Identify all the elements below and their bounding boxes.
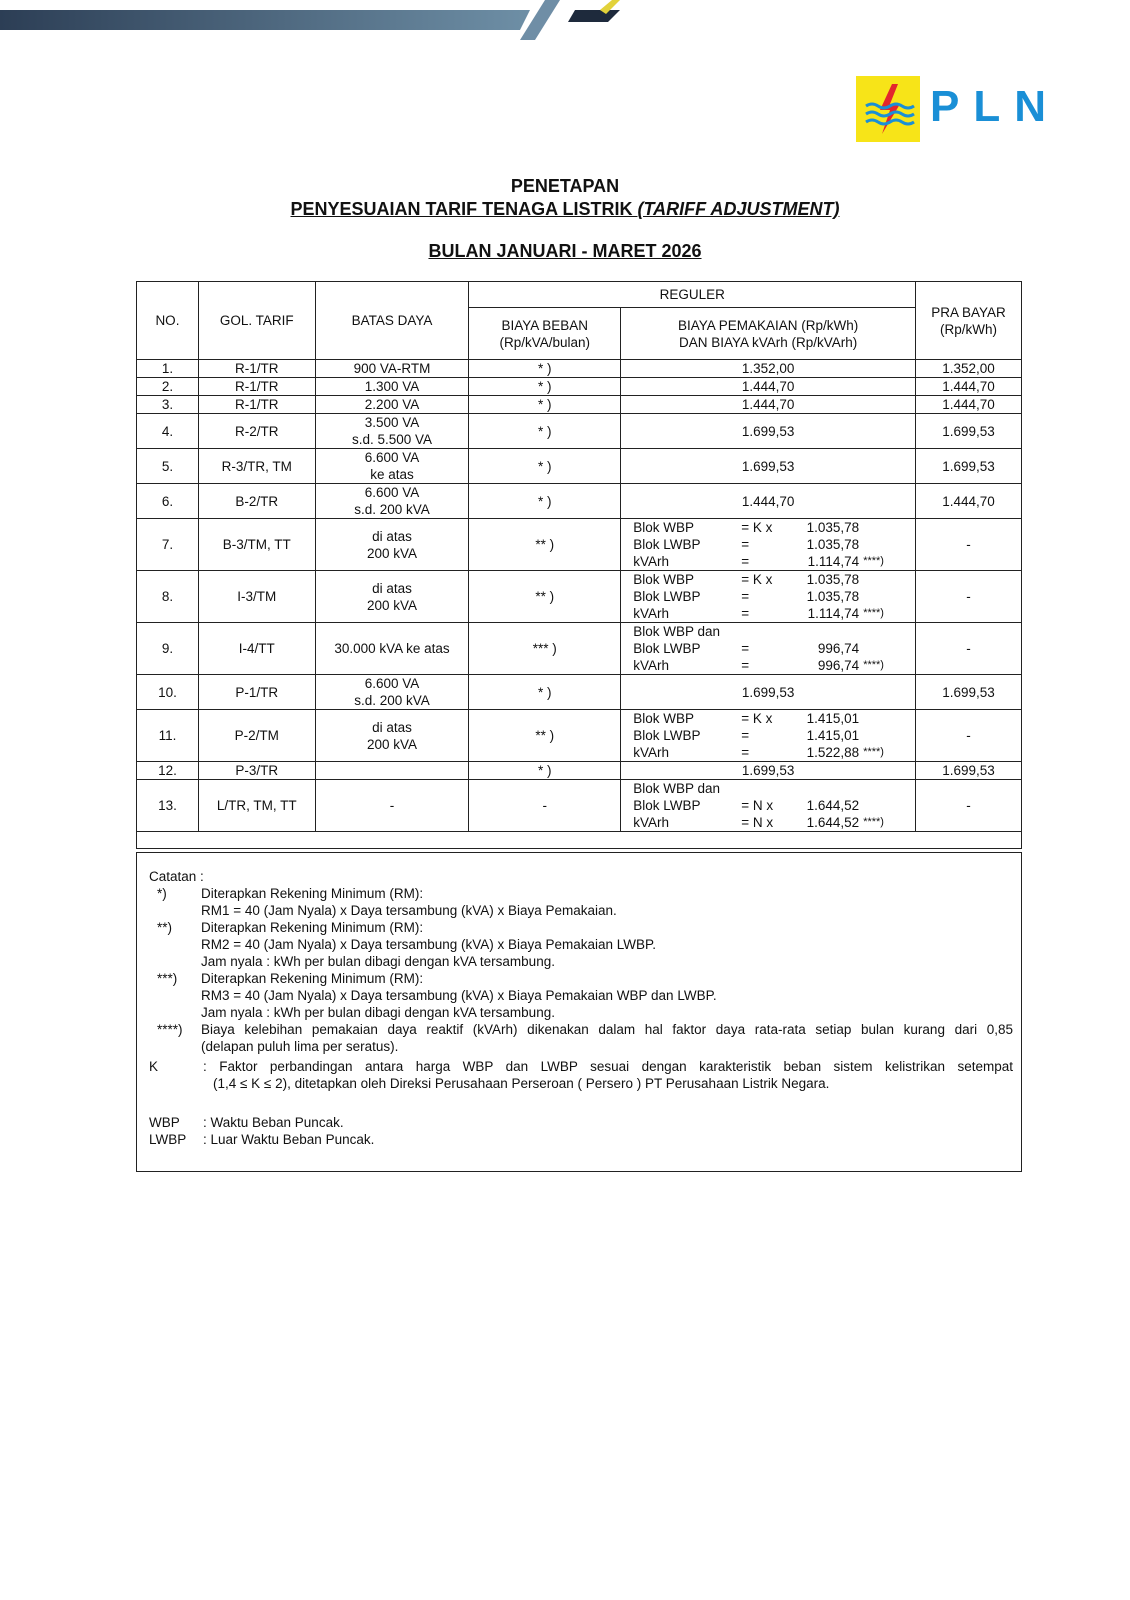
blok-value: 1.522,88 [806,745,860,760]
cell-batas-daya [315,360,469,378]
note-lwbp-mark: LWBP [149,1132,187,1147]
blok-line [633,553,911,570]
cell-prabayar: - [916,710,1022,762]
blok-operator: = [741,554,750,569]
batas-daya-line2: ke atas [370,467,414,482]
batas-daya-line1: 2.200 VA [364,397,420,412]
blok-note: ****) [863,816,884,828]
cell-biaya-beban: ** ) [469,710,621,762]
header-decoration [0,0,620,40]
batas-daya-line2: s.d. 200 kVA [354,502,430,517]
blok-operator: = [741,745,750,760]
cell-no: 12. [137,762,199,780]
cell-biaya-pemakaian: 1.699,53 [621,675,916,710]
cell-biaya-beban: * ) [469,360,621,378]
cell-biaya-pemakaian: 1.444,70 [621,484,916,519]
table-footer-cell [137,832,1022,849]
batas-daya-line1: 900 VA-RTM [353,361,431,376]
col-header-no: NO. [137,282,199,360]
note-star4-mark: ****) [157,1022,183,1037]
blok-value: 1.035,78 [806,537,860,552]
pemakaian-label: BIAYA PEMAKAIAN (Rp/kWh) [677,317,859,333]
blok-value: 1.415,01 [806,728,860,743]
table-row [137,623,1022,675]
pln-emblem [856,76,920,142]
batas-daya-line2: s.d. 200 kVA [354,693,430,708]
blok-label: kVArh [633,554,669,569]
blok-operator: = [741,641,750,656]
batas-daya-line1: di atas [372,719,412,735]
cell-biaya-pemakaian: 1.699,53 [621,414,916,449]
note-wbp-mark: WBP [149,1115,180,1130]
blok-operator: = K x [741,520,773,535]
note-star1-text: Diterapkan Rekening Minimum (RM): [201,886,424,901]
cell-prabayar: 1.699,53 [916,675,1022,710]
note-k-mark: K [149,1059,159,1074]
cell-biaya-beban: * ) [469,449,621,484]
batas-daya-line1: di atas [372,528,412,544]
cell-no: 3. [137,396,199,414]
col-header-batas-daya: BATAS DAYA [315,282,469,360]
blok-line [633,640,911,657]
blok-line [633,571,911,588]
cell-biaya-pemakaian: 1.699,53 [621,449,916,484]
table-footer-gap [137,832,1022,849]
beban-unit: (Rp/kVA/bulan) [499,334,591,350]
cell-prabayar: 1.444,70 [916,484,1022,519]
note-lwbp-text: : Luar Waktu Beban Puncak. [203,1132,375,1147]
blok-label: Blok WBP [633,572,694,587]
blok-line [633,588,911,605]
cell-batas-daya [315,571,469,623]
col-header-biaya-beban [469,308,621,360]
blok-operator: = [741,658,750,673]
cell-prabayar: 1.444,70 [916,396,1022,414]
cell-batas-daya [315,762,469,780]
cell-no: 13. [137,780,199,832]
batas-daya-line1: 1.300 VA [364,379,420,394]
blok-line [633,797,911,814]
cell-prabayar: 1.352,00 [916,360,1022,378]
cell-biaya-pemakaian-blok [621,710,916,762]
blok-line [633,710,911,727]
blok-label: kVArh [633,606,669,621]
cell-gol-tarif: I-4/TT [198,623,315,675]
cell-biaya-pemakaian-blok [621,571,916,623]
batas-daya-line1: 6.600 VA [364,485,420,500]
title-line2-italic: (TARIFF ADJUSTMENT) [637,199,840,219]
blok-label: Blok LWBP [633,798,701,813]
note-star2-text: Diterapkan Rekening Minimum (RM): [201,920,424,935]
table-row [137,414,1022,449]
blok-line [633,623,911,640]
blok-label: Blok WBP dan [633,624,720,639]
cell-biaya-beban: * ) [469,396,621,414]
cell-biaya-beban: - [469,780,621,832]
col-header-biaya-pemakaian [621,308,916,360]
blok-label: Blok WBP [633,520,694,535]
title-line2-main: PENYESUAIAN TARIF TENAGA LISTRIK [290,199,638,219]
blok-operator: = K x [741,572,773,587]
blok-operator [741,623,797,640]
table-row [137,519,1022,571]
blok-value [797,623,859,640]
title-line2 [0,199,1130,220]
blok-operator: = [741,589,750,604]
blok-label: Blok WBP [633,711,694,726]
cell-biaya-beban: * ) [469,675,621,710]
batas-daya-line1: - [389,798,395,813]
blok-label: Blok LWBP [633,589,701,604]
blok-operator: = K x [741,711,773,726]
cell-prabayar: 1.444,70 [916,378,1022,396]
cell-gol-tarif: B-2/TR [198,484,315,519]
cell-gol-tarif: R-2/TR [198,414,315,449]
notes-box [136,852,1022,1172]
note-star1-formula: RM1 = 40 (Jam Nyala) x Daya tersambung (kVA) x Biaya Pemakaian. [201,903,617,918]
blok-line [633,519,911,536]
table-row [137,378,1022,396]
blok-operator: = [741,728,750,743]
cell-biaya-pemakaian-blok [621,519,916,571]
note-star2-formula: RM2 = 40 (Jam Nyala) x Daya tersambung (kVA) x Biaya Pemakaian LWBP. [201,937,657,952]
table-row [137,675,1022,710]
batas-daya-line1: 30.000 kVA ke atas [334,641,450,656]
blok-label: Blok LWBP [633,537,701,552]
blok-value: 1.114,74 [807,606,860,621]
note-star4-text: Biaya kelebihan pemakaian daya reaktif (kVArh) dikenakan dalam hal faktor daya rata-rata setiap bulan kurang dari 0,85 [201,1022,1013,1037]
title-line1: PENETAPAN [510,176,620,196]
cell-batas-daya [315,710,469,762]
blok-operator: = [741,606,750,621]
batas-daya-line2: 200 kVA [367,545,418,561]
blok-value: 1.114,74 [807,554,860,569]
cell-gol-tarif: R-1/TR [198,396,315,414]
blok-value [797,780,859,797]
cell-biaya-pemakaian: 1.444,70 [621,396,916,414]
cell-biaya-pemakaian-blok [621,623,916,675]
note-k-text2: (1,4 ≤ K ≤ 2), ditetapkan oleh Direksi Perusahaan Perseroan ( Persero ) PT Perusahaan Listrik Negara. [213,1076,830,1091]
cell-biaya-beban: * ) [469,414,621,449]
cell-no: 4. [137,414,199,449]
pemakaian-unit: DAN BIAYA kVArh (Rp/kVArh) [678,334,858,350]
blok-note: ****) [863,746,884,758]
blok-value: 1.035,78 [806,520,860,535]
blok-value: 1.644,52 [806,815,860,830]
blok-note: ****) [863,607,884,619]
cell-gol-tarif: P-2/TM [198,710,315,762]
blok-label: kVArh [633,815,669,830]
blok-note: ****) [863,659,884,671]
beban-label: BIAYA BEBAN [501,317,589,333]
blok-label: Blok WBP dan [633,781,720,796]
batas-daya-line2: 200 kVA [367,736,418,752]
notes-heading: Catatan : [149,869,204,884]
blok-operator: = N x [741,815,774,830]
table-row [137,780,1022,832]
cell-batas-daya [315,675,469,710]
blok-value: 1.035,78 [806,572,860,587]
blok-line [633,605,911,622]
table-row [137,449,1022,484]
col-header-prabayar [916,282,1022,360]
table-row [137,484,1022,519]
note-star3-mark: ***) [157,971,178,986]
blok-operator: = N x [741,798,774,813]
cell-batas-daya [315,623,469,675]
cell-no: 7. [137,519,199,571]
cell-batas-daya [315,396,469,414]
cell-gol-tarif: R-3/TR, TM [198,449,315,484]
cell-no: 1. [137,360,199,378]
batas-daya-line2: 200 kVA [367,597,418,613]
cell-no: 2. [137,378,199,396]
blok-note: ****) [863,555,884,567]
blok-label: Blok LWBP [633,728,701,743]
prabayar-unit: (Rp/kWh) [940,321,998,337]
cell-batas-daya [315,414,469,449]
note-star2-mark: **) [157,920,173,935]
cell-prabayar: - [916,780,1022,832]
table-row [137,360,1022,378]
col-header-reguler: REGULER [469,282,916,308]
cell-biaya-beban: ** ) [469,571,621,623]
cell-no: 11. [137,710,199,762]
note-wbp-text: : Waktu Beban Puncak. [203,1115,344,1130]
cell-biaya-beban: * ) [469,378,621,396]
blok-value: 996,74 [817,658,860,673]
cell-prabayar: 1.699,53 [916,762,1022,780]
cell-gol-tarif: R-1/TR [198,360,315,378]
blok-value: 1.415,01 [806,711,860,726]
cell-no: 8. [137,571,199,623]
batas-daya-line1: 6.600 VA [364,450,420,465]
blok-operator: = [741,537,750,552]
blok-line [633,536,911,553]
table-row [137,762,1022,780]
note-star3-formula: RM3 = 40 (Jam Nyala) x Daya tersambung (kVA) x Biaya Pemakaian WBP dan LWBP. [201,988,717,1003]
blok-line [633,814,911,831]
blok-label: kVArh [633,745,669,760]
blok-line [633,780,911,797]
cell-prabayar: - [916,623,1022,675]
cell-gol-tarif: R-1/TR [198,378,315,396]
cell-biaya-pemakaian: 1.699,53 [621,762,916,780]
blok-value: 1.035,78 [806,589,860,604]
tariff-table [136,281,1022,849]
cell-batas-daya [315,484,469,519]
cell-biaya-beban: *** ) [469,623,621,675]
table-row [137,710,1022,762]
cell-gol-tarif: L/TR, TM, TT [198,780,315,832]
cell-prabayar: 1.699,53 [916,449,1022,484]
table-row [137,396,1022,414]
lightning-icon [856,76,920,142]
cell-gol-tarif: P-1/TR [198,675,315,710]
cell-biaya-beban: * ) [469,484,621,519]
blok-operator [741,780,797,797]
blok-line [633,657,911,674]
cell-batas-daya [315,519,469,571]
cell-batas-daya [315,378,469,396]
batas-daya-line2: s.d. 5.500 VA [351,432,433,447]
cell-batas-daya [315,780,469,832]
cell-no: 5. [137,449,199,484]
note-star1-mark: *) [157,886,167,901]
blok-value: 996,74 [817,641,860,656]
blok-line [633,727,911,744]
cell-prabayar: - [916,519,1022,571]
cell-biaya-beban: * ) [469,762,621,780]
cell-biaya-pemakaian-blok [621,780,916,832]
note-star3-text: Diterapkan Rekening Minimum (RM): [201,971,424,986]
cell-biaya-beban: ** ) [469,519,621,571]
blok-value: 1.644,52 [806,798,860,813]
batas-daya-line1: 3.500 VA [364,415,420,430]
batas-daya-line1: di atas [372,580,412,596]
blok-line [633,744,911,761]
cell-prabayar: 1.699,53 [916,414,1022,449]
logo-text: PLN [930,82,1060,131]
cell-no: 6. [137,484,199,519]
cell-gol-tarif: I-3/TM [198,571,315,623]
title-period: BULAN JANUARI - MARET 2026 [428,241,702,261]
blok-label: kVArh [633,658,669,673]
cell-biaya-pemakaian: 1.444,70 [621,378,916,396]
blok-label: Blok LWBP [633,641,701,656]
cell-batas-daya [315,449,469,484]
note-k-text: : Faktor perbandingan antara harga WBP dan LWBP sesuai dengan karakteristik beban sistem kelistrikan setempat [203,1059,1013,1074]
note-star2-jam: Jam nyala : kWh per bulan dibagi dengan kVA tersambung. [201,954,555,969]
cell-gol-tarif: B-3/TM, TT [198,519,315,571]
batas-daya-line1: 6.600 VA [364,676,420,691]
note-star3-jam: Jam nyala : kWh per bulan dibagi dengan kVA tersambung. [201,1005,555,1020]
col-header-gol-tarif: GOL. TARIF [198,282,315,360]
cell-no: 10. [137,675,199,710]
cell-biaya-pemakaian: 1.352,00 [621,360,916,378]
prabayar-label: PRA BAYAR [931,304,1006,320]
note-star4-text2: (delapan puluh lima per seratus). [201,1039,399,1054]
cell-gol-tarif: P-3/TR [198,762,315,780]
table-row [137,571,1022,623]
cell-no: 9. [137,623,199,675]
cell-prabayar: - [916,571,1022,623]
